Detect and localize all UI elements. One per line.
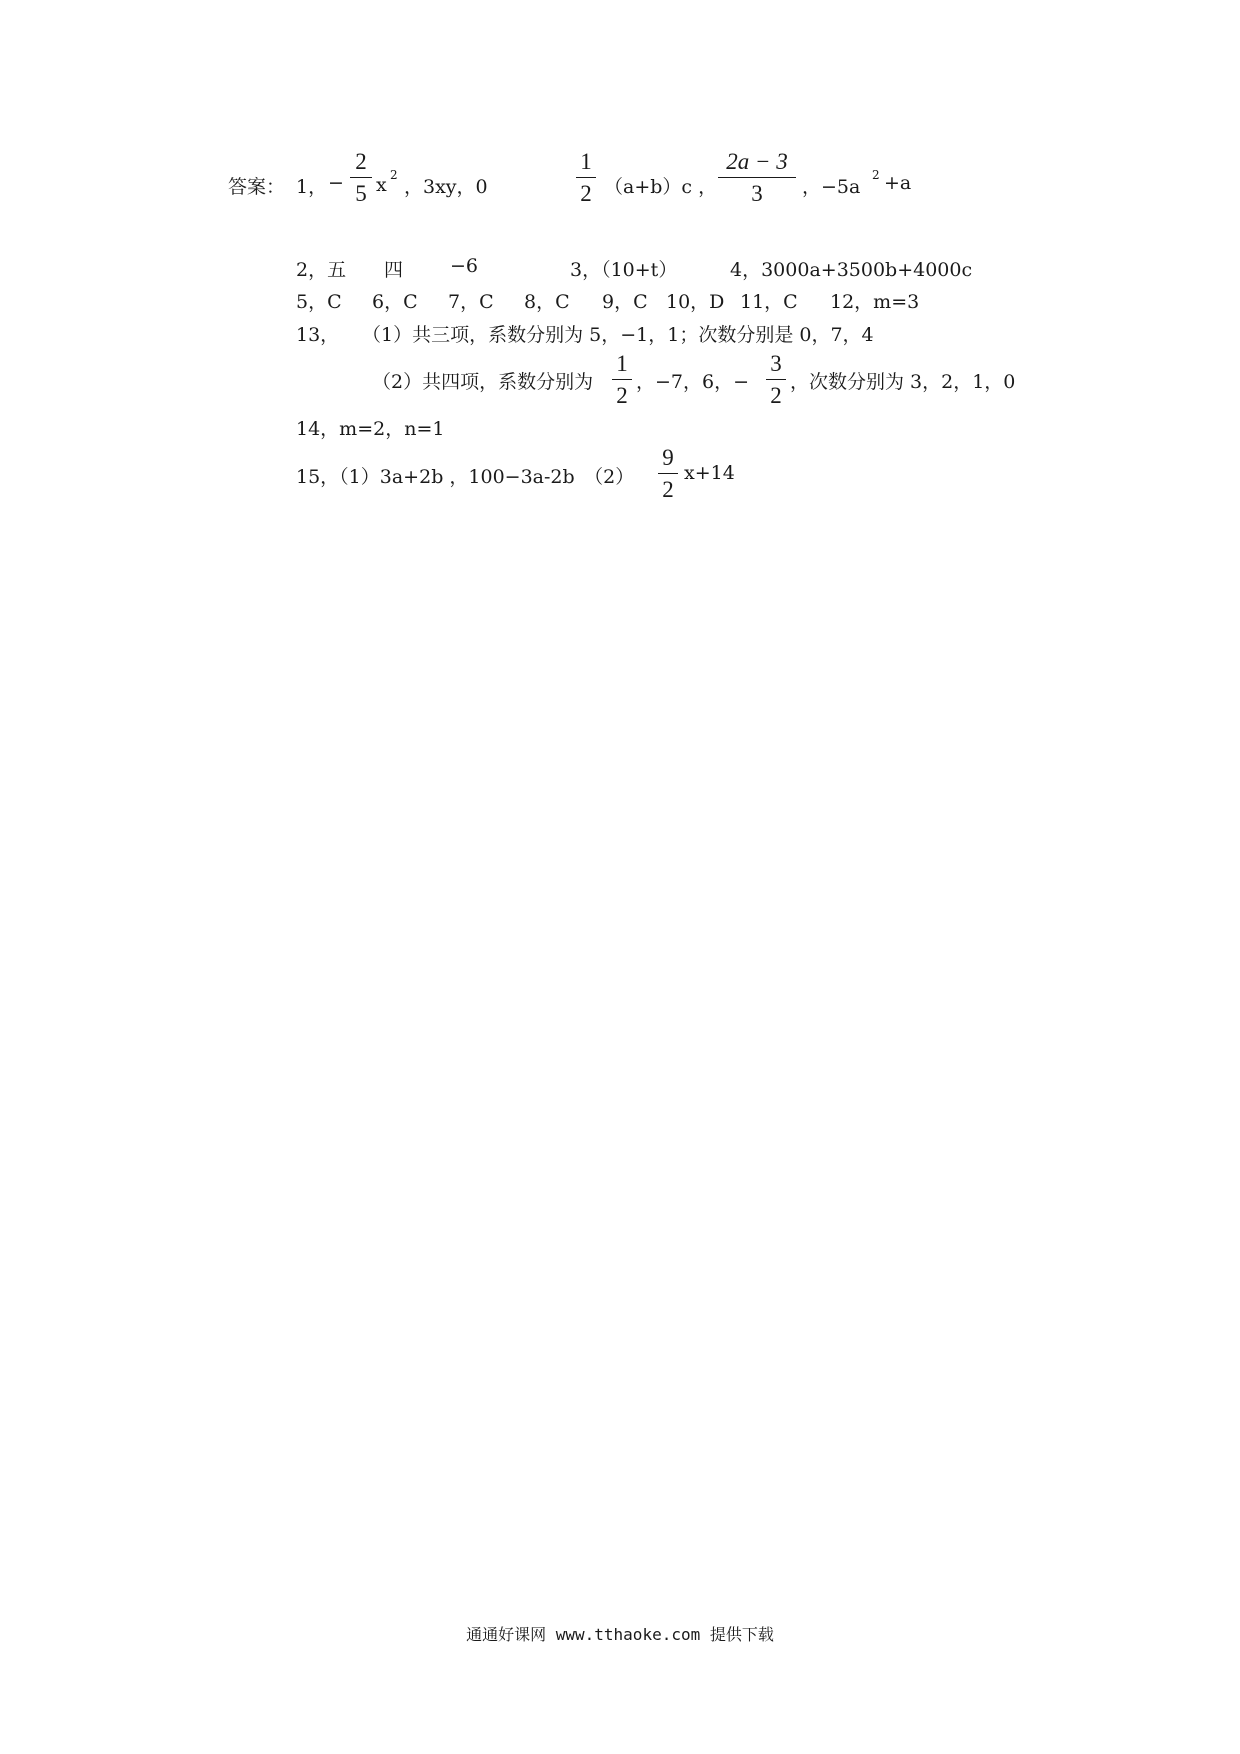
q13-number: 13， bbox=[296, 324, 340, 346]
fraction-3-2: 3 2 bbox=[766, 352, 786, 407]
q13-mid: ，−7，6，− bbox=[636, 371, 750, 393]
q8-answer: 8，C bbox=[524, 291, 570, 313]
q13-part2-pre: （2）共四项，系数分别为 bbox=[372, 371, 594, 393]
q1-plus-a: +a bbox=[884, 172, 912, 194]
q6-answer: 6，C bbox=[372, 291, 418, 313]
q14-answer: 14，m=2，n=1 bbox=[296, 418, 445, 440]
answer-label: 答案： bbox=[228, 176, 286, 198]
fraction-2-5: 2 5 bbox=[350, 150, 372, 205]
q13-part1: （1）共三项，系数分别为 5，−1，1；次数分别是 0，7，4 bbox=[362, 324, 874, 346]
q15-post: x+14 bbox=[684, 462, 735, 484]
q15-pre: 15，（1）3a+2b ，100−3a-2b （2） bbox=[296, 466, 635, 488]
q2-answer-b: 四 bbox=[384, 259, 404, 281]
q13-part2-post: ，次数分别为 3，2，1，0 bbox=[790, 371, 1016, 393]
q7-answer: 7，C bbox=[448, 291, 494, 313]
q11-answer: 11，C bbox=[740, 291, 798, 313]
q12-answer: 12，m=3 bbox=[830, 291, 920, 313]
q1-rest-2: ，−5a bbox=[802, 176, 861, 198]
q1-ab: （a+b）c ， bbox=[604, 176, 718, 198]
q4-answer: 4，3000a+3500b+4000c bbox=[730, 259, 973, 281]
exponent: 2 bbox=[390, 168, 398, 182]
q2-answer-c: −6 bbox=[450, 255, 479, 277]
fraction-1-2: 1 2 bbox=[576, 150, 596, 205]
q10-answer: 10，D bbox=[666, 291, 725, 313]
q1-number: 1， bbox=[296, 176, 328, 198]
fraction-9-2: 9 2 bbox=[658, 446, 678, 501]
exponent-2: 2 bbox=[872, 168, 880, 182]
q2-answer-a: 2，五 bbox=[296, 259, 347, 281]
q3-answer: 3，（10+t） bbox=[570, 259, 678, 281]
q1-rest: ，3xy，0 bbox=[404, 176, 488, 198]
variable-x: x bbox=[376, 174, 387, 196]
page-footer: 通通好课网 www.tthaoke.com 提供下载 bbox=[466, 1625, 774, 1644]
fraction-2a-3-over-3: 2a − 3 3 bbox=[718, 150, 796, 205]
q5-answer: 5，C bbox=[296, 291, 342, 313]
minus-sign: − bbox=[328, 172, 344, 194]
fraction-1-2-b: 1 2 bbox=[612, 352, 632, 407]
q9-answer: 9，C bbox=[602, 291, 648, 313]
